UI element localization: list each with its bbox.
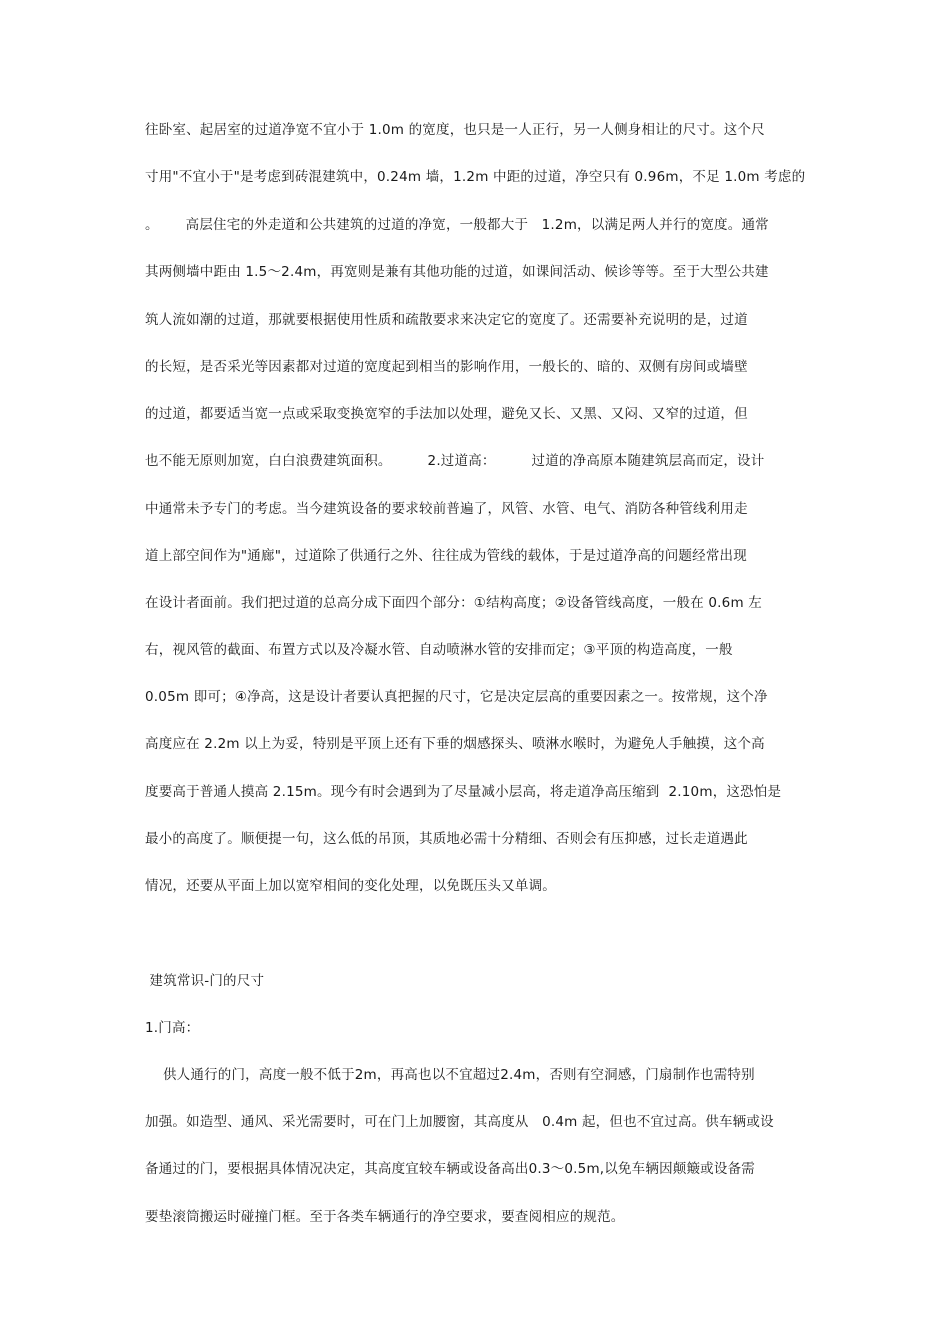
- paragraph-line: 筑人流如潮的过道，那就要根据使用性质和疏散要求来决定它的宽度了。还需要补充说明的是，过道: [145, 312, 748, 328]
- paragraph-line: 也不能无原则加宽，白白浪费建筑面积。 2.过道高： 过道的净高原本随建筑层高而定，设计: [145, 453, 765, 469]
- paragraph-line: 高度应在 2.2m 以上为妥，特别是平顶上还有下垂的烟感探头、喷淋水喉时，为避免人手触摸，这个高: [145, 736, 765, 752]
- section-subtitle: 1.门高：: [145, 1020, 200, 1036]
- paragraph-line: 中通常未予专门的考虑。当今建筑设备的要求较前普遍了，风管、水管、电气、消防各种管线利用走: [145, 501, 748, 517]
- paragraph-line: 其两侧墙中距由 1.5～2.4m，再宽则是兼有其他功能的过道，如课间活动、候诊等等。至于大型公共建: [145, 264, 769, 280]
- section-title: 建筑常识-门的尺寸: [145, 973, 265, 989]
- paragraph-line: 的长短，是否采光等因素都对过道的宽度起到相当的影响作用，一般长的、暗的、双侧有房间或墙壁: [145, 359, 748, 375]
- paragraph-line: 的过道，都要适当宽一点或采取变换宽窄的手法加以处理，避免又长、又黑、又闷、又窄的过道，但: [145, 406, 748, 422]
- paragraph-line: 道上部空间作为"通廊"，过道除了供通行之外、往往成为管线的载体，于是过道净高的问题经常出现: [145, 548, 747, 564]
- paragraph-line: 在设计者面前。我们把过道的总高分成下面四个部分：①结构高度；②设备管线高度，一般在 0.6m 左: [145, 595, 763, 611]
- paragraph-line: 右，视风管的截面、布置方式以及冷凝水管、自动喷淋水管的安排而定；③平顶的构造高度，一般: [145, 642, 733, 658]
- paragraph-line: 备通过的门，要根据具体情况决定，其高度宜较车辆或设备高出0.3～0.5m,以免车辆因颠簸或设备需: [145, 1161, 755, 1177]
- paragraph-line: 情况，还要从平面上加以宽窄相间的变化处理，以免既压头又单调。: [145, 878, 556, 894]
- paragraph-line: 寸用"不宜小于"是考虑到砖混建筑中，0.24m 墙，1.2m 中距的过道，净空只有 0.96m，不足 1.0m 考虑的: [145, 169, 806, 185]
- paragraph-line: 供人通行的门，高度一般不低于2m，再高也以不宜超过2.4m，否则有空洞感，门扇制作也需特别: [145, 1067, 755, 1083]
- paragraph-line: 最小的高度了。顺便提一句，这么低的吊顶，其质地必需十分精细、否则会有压抑感，过长走道遇此: [145, 831, 748, 847]
- paragraph-line: 。 高层住宅的外走道和公共建筑的过道的净宽，一般都大于 1.2m，以满足两人并行的宽度。通常: [145, 217, 769, 233]
- paragraph-line: 要垫滚筒搬运时碰撞门框。至于各类车辆通行的净空要求，要查阅相应的规范。: [145, 1209, 625, 1225]
- paragraph-line: 度要高于普通人摸高 2.15m。现今有时会遇到为了尽量减小层高，将走道净高压缩到 2.10m，这恐怕是: [145, 784, 782, 800]
- paragraph-line: 加强。如造型、通风、采光需要时，可在门上加腰窗，其高度从 0.4m 起，但也不宜过高。供车辆或设: [145, 1114, 774, 1130]
- paragraph-line: 0.05m 即可；④净高，这是设计者要认真把握的尺寸，它是决定层高的重要因素之一。按常规，这个净: [145, 689, 768, 705]
- paragraph-line: 往卧室、起居室的过道净宽不宜小于 1.0m 的宽度，也只是一人正行，另一人侧身相让的尺寸。这个尺: [145, 122, 765, 138]
